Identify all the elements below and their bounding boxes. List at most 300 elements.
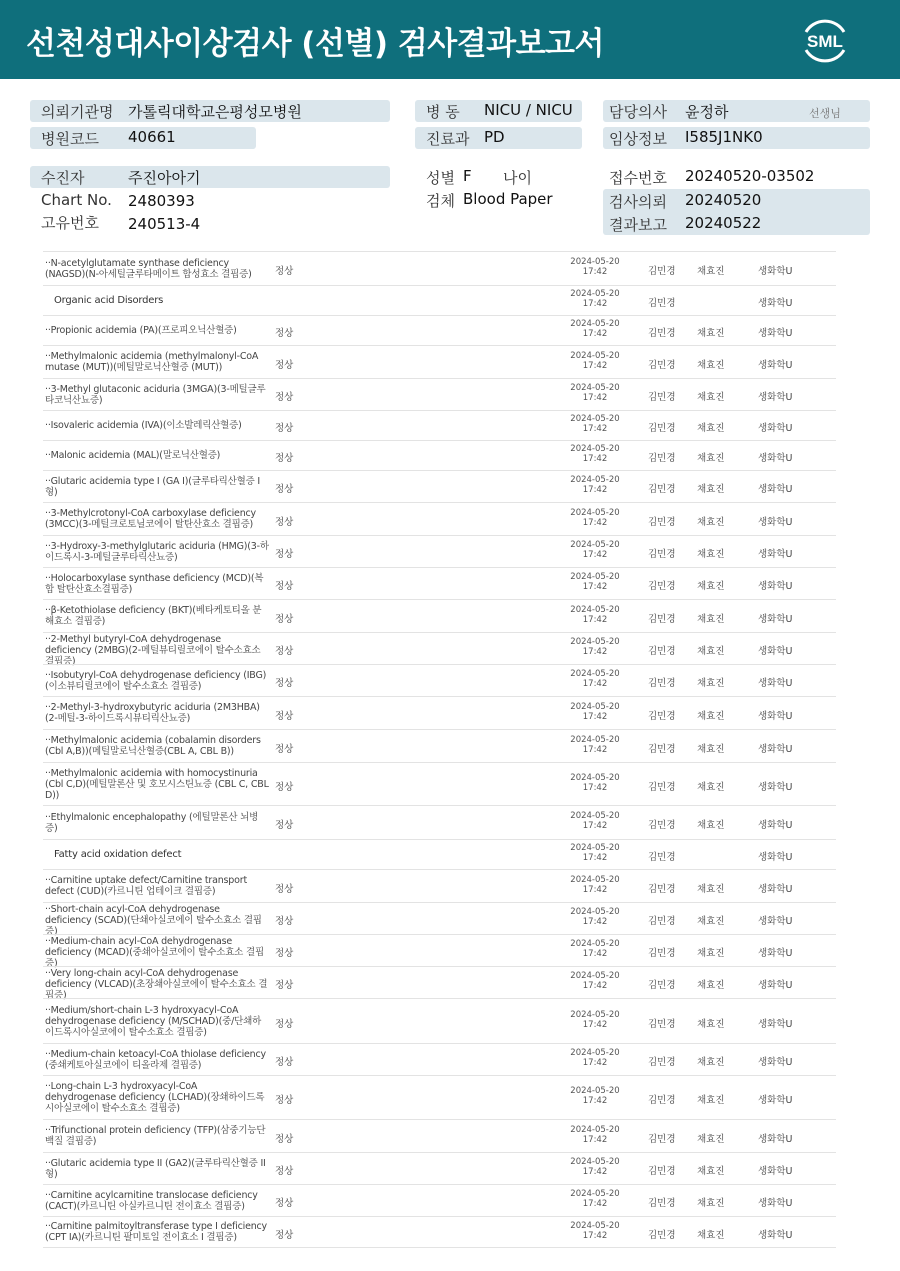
tester-cell: 김민경 <box>648 1057 676 1068</box>
test-name-cell: ··Holocarboxylase synthase deficiency (MCD)(복합 탈탄산효소결핍증) <box>45 572 264 595</box>
result-cell: 정상 <box>275 743 294 755</box>
table-row <box>43 535 836 567</box>
table-row <box>43 1152 836 1184</box>
department-cell: 생화학U <box>758 1095 793 1106</box>
datetime-cell <box>555 773 635 793</box>
clinical-label: 임상정보 <box>609 130 667 148</box>
reviewer-cell: 채효진 <box>697 516 725 528</box>
date-text: 2024-05-20 <box>570 1048 620 1058</box>
department-cell: 생화학U <box>758 423 793 434</box>
time-text: 17:42 <box>582 424 608 434</box>
tester-cell: 김민경 <box>648 646 676 657</box>
datetime-cell <box>555 605 635 625</box>
table-row <box>43 805 836 839</box>
tester-cell: 김민경 <box>648 328 676 339</box>
test-name-cell: ··Medium-chain acyl-CoA dehydrogenase deficiency (MCAD)(중쇄아실코에이 탈수소효소 결핍증) <box>45 936 264 969</box>
time-text: 17:42 <box>582 981 608 991</box>
tester-cell: 김민경 <box>648 883 676 895</box>
date-text: 2024-05-20 <box>570 1124 620 1135</box>
date-text: 2024-05-20 <box>570 444 620 454</box>
datetime-cell <box>555 572 635 592</box>
table-row <box>43 1043 836 1075</box>
table-row <box>43 251 836 285</box>
tester-cell: 김민경 <box>648 392 676 403</box>
tester-cell: 김민경 <box>648 1133 676 1145</box>
time-text: 17:42 <box>582 853 608 863</box>
table-row <box>43 378 836 410</box>
datetime-cell <box>555 383 635 403</box>
reviewer-cell: 채효진 <box>697 1095 725 1106</box>
date-text: 2024-05-20 <box>570 383 620 393</box>
result-cell: 정상 <box>275 359 294 371</box>
table-row <box>43 470 836 502</box>
result-cell: 정상 <box>275 328 294 339</box>
tester-cell: 김민경 <box>648 613 676 625</box>
test-name-cell: ··Trifunctional protein deficiency (TFP)(삼중기능단백질 결핍증) <box>45 1125 266 1147</box>
table-row <box>43 567 836 599</box>
test-name-cell: ··Propionic acidemia (PA)(프로피오닉산혈증) <box>45 325 237 336</box>
age-label: 나이 <box>503 169 532 187</box>
ward-value: NICU / NICU <box>484 101 573 119</box>
date-text: 2024-05-20 <box>570 874 620 885</box>
reviewer-cell: 채효진 <box>697 1166 725 1177</box>
table-row <box>43 998 836 1043</box>
reviewer-cell: 채효진 <box>697 328 725 339</box>
time-text: 17:42 <box>582 1231 608 1241</box>
datetime-cell <box>555 702 635 722</box>
test-name-cell: ··3-Methyl glutaconic aciduria (3MGA)(3-메틸글루타코닉산뇨증) <box>45 383 266 406</box>
tester-cell: 김민경 <box>648 1166 676 1177</box>
table-row <box>43 599 836 632</box>
tester-cell: 김민경 <box>648 453 676 464</box>
department-cell: 생화학U <box>758 484 793 495</box>
department-cell: 생화학U <box>758 516 793 528</box>
reviewer-cell: 채효진 <box>697 820 725 831</box>
reviewer-cell: 채효진 <box>697 1018 725 1030</box>
receipt-value: 20240520-03502 <box>685 167 815 185</box>
test-name-cell: ··Methylmalonic acidemia with homocystinuria (Cbl C,D)(메틸말론산 및 호모시스틴뇨증 (CBL C, CBL D)) <box>45 767 269 801</box>
datetime-cell <box>555 735 635 755</box>
date-text: 2024-05-20 <box>570 289 620 299</box>
date-text: 2024-05-20 <box>570 701 620 712</box>
datetime-cell <box>555 1048 635 1068</box>
table-row <box>43 1075 836 1119</box>
test-name-cell: ··3-Methylcrotonyl-CoA carboxylase deficiency (3MCC)(3-메틸크로토닐코에이 탈탄산효소 결핍증) <box>45 508 256 530</box>
result-cell: 정상 <box>275 484 294 495</box>
test-name-cell: ··2-Methyl butyryl-CoA dehydrogenase deficiency (2MBG)(2-메틸뷰티릴코에이 탈수소효소 결핍증) <box>45 634 261 667</box>
reviewer-cell: 채효진 <box>697 1057 725 1068</box>
datetime-cell <box>555 971 635 991</box>
date-text: 2024-05-20 <box>570 843 620 853</box>
sex-value: F <box>463 167 472 185</box>
result-cell: 정상 <box>275 916 294 927</box>
result-cell: 정상 <box>275 678 294 689</box>
time-text: 17:42 <box>582 582 608 592</box>
chart-label: Chart No. <box>41 191 112 209</box>
test-name-cell: ··Isovaleric acidemia (IVA)(이소발레릭산혈증) <box>45 420 242 431</box>
tester-cell: 김민경 <box>648 980 676 991</box>
reviewer-cell: 채효진 <box>697 392 725 403</box>
institution-value: 가톨릭대학교은평성모병원 <box>128 103 302 121</box>
test-name-cell: ··Isobutyryl-CoA dehydrogenase deficiency (IBG)(이소뷰티릴코에이 탈수소효소 결핍증) <box>45 669 267 692</box>
reviewer-cell: 채효진 <box>697 359 725 371</box>
table-row <box>43 502 836 535</box>
tester-cell: 김민경 <box>648 852 676 863</box>
specimen-label: 검체 <box>426 192 455 210</box>
date-text: 2024-05-20 <box>570 319 620 329</box>
datetime-cell <box>555 414 635 434</box>
reviewer-cell: 채효진 <box>697 453 725 464</box>
test-name-cell: ··Medium/short-chain L-3 hydroxyacyl-CoA dehydrogenase deficiency (M/SCHAD)(중/단쇄하이드록시아실코에이 탈수소효소 결핍증) <box>45 1004 262 1038</box>
reviewer-cell: 채효진 <box>697 266 725 277</box>
table-row <box>43 315 836 345</box>
table-row <box>43 440 836 470</box>
patient-value: 주진아아기 <box>128 169 201 187</box>
datetime-cell <box>555 843 635 863</box>
reviewer-cell: 채효진 <box>697 646 725 657</box>
datetime-cell <box>555 669 635 689</box>
department-cell: 생화학U <box>758 980 793 991</box>
clinical-value: I585J1NK0 <box>685 128 763 146</box>
time-text: 17:42 <box>582 360 608 371</box>
result-cell: 정상 <box>275 781 294 793</box>
result-cell: 정상 <box>275 710 294 722</box>
date-text: 2024-05-20 <box>570 414 620 424</box>
department-cell: 생화학U <box>758 1133 793 1145</box>
department-cell: 생화학U <box>758 743 793 755</box>
result-cell: 정상 <box>275 980 294 991</box>
test-name-cell: ··Carnitine acylcarnitine translocase deficiency (CACT)(카르니틴 아실카르니틴 전이효소 결핍증) <box>45 1189 258 1212</box>
datetime-cell <box>555 319 635 339</box>
date-text: 2024-05-20 <box>570 1221 620 1231</box>
datetime-cell <box>555 475 635 495</box>
ward-label: 병 동 <box>426 103 460 121</box>
department-cell: 생화학U <box>758 392 793 403</box>
tester-cell: 김민경 <box>648 948 676 959</box>
date-text: 2024-05-20 <box>570 1009 620 1020</box>
test-name-cell: ··Glutaric acidemia type II (GA2)(글루타릭산혈증 II형) <box>45 1157 266 1180</box>
tester-cell: 김민경 <box>648 743 676 755</box>
time-text: 17:42 <box>582 1019 608 1030</box>
result-cell: 정상 <box>275 581 294 592</box>
test-name-cell: ··Glutaric acidemia type I (GA I)(글루타릭산혈증 I형) <box>45 475 261 498</box>
unique-label: 고유번호 <box>41 214 99 232</box>
tester-cell: 김민경 <box>648 516 676 528</box>
time-text: 17:42 <box>582 917 608 927</box>
date-text: 2024-05-20 <box>570 604 620 615</box>
dept-label: 진료과 <box>426 130 470 148</box>
test-name-cell: Fatty acid oxidation defect <box>54 849 182 860</box>
department-cell: 생화학U <box>758 678 793 689</box>
doctor-suffix: 선생님 <box>809 107 841 120</box>
test-name-cell: ··Medium-chain ketoacyl-CoA thiolase deficiency (중쇄케토아실코에이 티올라제 결핍증) <box>45 1048 266 1071</box>
institution-label: 의뢰기관명 <box>41 103 114 121</box>
unique-value: 240513-4 <box>128 215 201 233</box>
table-row <box>43 934 836 969</box>
test-name-cell: ··3-Hydroxy-3-methylglutaric aciduria (HMG)(3-하이드록시-3-메틸글루타릭산뇨증) <box>45 540 269 563</box>
reviewer-cell: 채효진 <box>697 1198 725 1209</box>
department-cell: 생화학U <box>758 820 793 831</box>
table-row <box>43 729 836 762</box>
time-text: 17:42 <box>582 884 608 895</box>
test-name-cell: ··Long-chain L-3 hydroxyacyl-CoA dehydrogenase deficiency (LCHAD)(장쇄하이드록시아실코에이 탈수소효소 결핍증) <box>45 1081 265 1114</box>
reviewer-cell: 채효진 <box>697 980 725 991</box>
reviewer-cell: 채효진 <box>697 1133 725 1145</box>
time-text: 17:42 <box>582 1134 608 1145</box>
department-cell: 생화학U <box>758 883 793 895</box>
department-cell: 생화학U <box>758 1018 793 1030</box>
report-header-bar <box>0 0 900 79</box>
table-row <box>43 410 836 440</box>
department-cell: 생화학U <box>758 453 793 464</box>
time-text: 17:42 <box>582 711 608 722</box>
reviewer-cell: 채효진 <box>697 484 725 495</box>
date-text: 2024-05-20 <box>570 734 620 745</box>
result-cell: 정상 <box>275 613 294 625</box>
doctor-value: 윤정하 <box>685 103 729 121</box>
tester-cell: 김민경 <box>648 266 676 277</box>
report-title: 선천성대사이상검사 (선별) 검사결과보고서 <box>26 26 604 62</box>
test-name-cell: ··2-Methyl-3-hydroxybutyric aciduria (2M3HBA)(2-메틸-3-하이드록시뷰티릭산뇨증) <box>45 702 260 724</box>
test-name-cell: ··Short-chain acyl-CoA dehydrogenase deficiency (SCAD)(단쇄아실코에이 탈수소효소 결핍증) <box>45 904 262 937</box>
department-cell: 생화학U <box>758 328 793 339</box>
tester-cell: 김민경 <box>648 549 676 560</box>
datetime-cell <box>555 811 635 831</box>
reviewer-cell: 채효진 <box>697 916 725 927</box>
sml-logo-icon <box>796 12 854 68</box>
date-text: 2024-05-20 <box>570 257 620 267</box>
department-cell: 생화학U <box>758 646 793 657</box>
date-text: 2024-05-20 <box>570 1189 620 1199</box>
date-text: 2024-05-20 <box>570 540 620 550</box>
result-cell: 정상 <box>275 1166 294 1177</box>
patient-label: 수진자 <box>41 169 85 187</box>
reviewer-cell: 채효진 <box>697 883 725 895</box>
table-row <box>43 762 836 805</box>
reviewer-cell: 채효진 <box>697 743 725 755</box>
department-cell: 생화학U <box>758 581 793 592</box>
receipt-label: 접수번호 <box>609 169 667 187</box>
result-cell: 정상 <box>275 1133 294 1145</box>
reviewer-cell: 채효진 <box>697 678 725 689</box>
datetime-cell <box>555 939 635 959</box>
tester-cell: 김민경 <box>648 781 676 793</box>
table-row <box>43 664 836 696</box>
table-row <box>43 869 836 902</box>
result-cell: 정상 <box>275 820 294 831</box>
time-text: 17:42 <box>582 614 608 625</box>
test-name-cell: ··Carnitine uptake defect/Carnitine transport defect (CUD)(카르니틴 업테이크 결핍증) <box>45 875 247 897</box>
date-text: 2024-05-20 <box>570 939 620 949</box>
test-name-cell: ··N-acetylglutamate synthase deficiency (NAGSD)(N-아세틸글루타메이트 합성효소 결핍증) <box>45 257 252 280</box>
time-text: 17:42 <box>582 550 608 560</box>
date-text: 2024-05-20 <box>570 637 620 647</box>
reviewer-cell: 채효진 <box>697 1230 725 1241</box>
sex-label: 성별 <box>426 169 455 187</box>
datetime-cell <box>555 1086 635 1106</box>
dept-value: PD <box>484 128 505 146</box>
time-text: 17:42 <box>582 744 608 755</box>
datetime-cell <box>555 508 635 528</box>
department-cell: 생화학U <box>758 549 793 560</box>
result-cell: 정상 <box>275 266 294 277</box>
tester-cell: 김민경 <box>648 710 676 722</box>
time-text: 17:42 <box>582 299 608 309</box>
table-row <box>43 696 836 729</box>
date-text: 2024-05-20 <box>570 350 620 361</box>
result-cell: 정상 <box>275 516 294 528</box>
time-text: 17:42 <box>582 647 608 657</box>
test-name-cell: ··Methylmalonic acidemia (methylmalonyl-CoA mutase (MUT))(메틸말로닉산혈증 (MUT)) <box>45 351 259 373</box>
date-text: 2024-05-20 <box>570 772 620 783</box>
department-cell: 생화학U <box>758 1230 793 1241</box>
result-cell: 정상 <box>275 1095 294 1106</box>
datetime-cell <box>555 540 635 560</box>
result-cell: 정상 <box>275 1057 294 1068</box>
results-table <box>43 251 836 1248</box>
department-cell: 생화학U <box>758 852 793 863</box>
datetime-cell <box>555 444 635 464</box>
date-text: 2024-05-20 <box>570 907 620 917</box>
department-cell: 생화학U <box>758 948 793 959</box>
report-value: 20240522 <box>685 214 762 232</box>
table-row <box>43 345 836 378</box>
time-text: 17:42 <box>582 949 608 959</box>
test-name-cell: ··Carnitine palmitoyltransferase type I deficiency (CPT IA)(카르니틴 팔미토일 전이효소 I 결핍증) <box>45 1221 267 1243</box>
result-cell: 정상 <box>275 948 294 959</box>
result-cell: 정상 <box>275 453 294 464</box>
result-cell: 정상 <box>275 646 294 657</box>
department-cell: 생화학U <box>758 359 793 371</box>
test-name-cell: ··Malonic acidemia (MAL)(말로닉산혈증) <box>45 450 221 461</box>
table-row <box>43 285 836 315</box>
table-row <box>43 1216 836 1248</box>
datetime-cell <box>555 907 635 927</box>
department-cell: 생화학U <box>758 298 793 309</box>
time-text: 17:42 <box>582 454 608 464</box>
department-cell: 생화학U <box>758 781 793 793</box>
datetime-cell <box>555 351 635 371</box>
time-text: 17:42 <box>582 679 608 689</box>
table-row <box>43 1184 836 1216</box>
datetime-cell <box>555 1010 635 1030</box>
result-cell: 정상 <box>275 883 294 895</box>
tester-cell: 김민경 <box>648 1198 676 1209</box>
time-text: 17:42 <box>582 393 608 403</box>
time-text: 17:42 <box>582 1199 608 1209</box>
table-row <box>43 632 836 667</box>
reviewer-cell: 채효진 <box>697 581 725 592</box>
date-text: 2024-05-20 <box>570 475 620 485</box>
time-text: 17:42 <box>582 329 608 339</box>
tester-cell: 김민경 <box>648 678 676 689</box>
request-label: 검사의뢰 <box>609 193 667 211</box>
date-text: 2024-05-20 <box>570 811 620 821</box>
doctor-label: 담당의사 <box>609 103 667 121</box>
date-text: 2024-05-20 <box>570 1086 620 1096</box>
result-cell: 정상 <box>275 423 294 434</box>
datetime-cell <box>555 1125 635 1145</box>
time-text: 17:42 <box>582 1096 608 1106</box>
datetime-cell <box>555 875 635 895</box>
date-text: 2024-05-20 <box>570 971 620 981</box>
datetime-cell <box>555 637 635 657</box>
datetime-cell <box>555 257 635 277</box>
code-label: 병원코드 <box>41 130 99 148</box>
time-text: 17:42 <box>582 485 608 495</box>
tester-cell: 김민경 <box>648 1230 676 1241</box>
reviewer-cell: 채효진 <box>697 423 725 434</box>
department-cell: 생화학U <box>758 266 793 277</box>
report-label: 결과보고 <box>609 216 667 234</box>
code-value: 40661 <box>128 128 176 146</box>
result-cell: 정상 <box>275 1018 294 1030</box>
tester-cell: 김민경 <box>648 298 676 309</box>
specimen-value: Blood Paper <box>463 190 553 208</box>
result-cell: 정상 <box>275 549 294 560</box>
date-text: 2024-05-20 <box>570 669 620 679</box>
tester-cell: 김민경 <box>648 423 676 434</box>
test-name-cell: ··β-Ketothiolase deficiency (BKT)(베타케토티올 분해효소 결핍증) <box>45 605 262 627</box>
tester-cell: 김민경 <box>648 916 676 927</box>
result-cell: 정상 <box>275 1198 294 1209</box>
department-cell: 생화학U <box>758 1166 793 1177</box>
table-row <box>43 1119 836 1152</box>
datetime-cell <box>555 1189 635 1209</box>
table-row <box>43 839 836 869</box>
time-text: 17:42 <box>582 1058 608 1068</box>
tester-cell: 김민경 <box>648 1018 676 1030</box>
tester-cell: 김민경 <box>648 581 676 592</box>
table-row <box>43 966 836 1001</box>
test-name-cell: ··Ethylmalonic encephalopathy (에틸말론산 뇌병증) <box>45 811 259 834</box>
test-name-cell: ··Very long-chain acyl-CoA dehydrogenase deficiency (VLCAD)(초장쇄아실코에이 탈수소효소 결핍증) <box>45 968 268 1001</box>
test-name-cell: ··Methylmalonic acidemia (cobalamin disorders (Cbl A,B))(메틸말로닉산혈증(CBL A, CBL B)) <box>45 735 261 757</box>
reviewer-cell: 채효진 <box>697 948 725 959</box>
department-cell: 생화학U <box>758 613 793 625</box>
tester-cell: 김민경 <box>648 1095 676 1106</box>
tester-cell: 김민경 <box>648 820 676 831</box>
result-cell: 정상 <box>275 392 294 403</box>
department-cell: 생화학U <box>758 1057 793 1068</box>
request-value: 20240520 <box>685 191 762 209</box>
date-text: 2024-05-20 <box>570 572 620 582</box>
tester-cell: 김민경 <box>648 359 676 371</box>
datetime-cell <box>555 289 635 309</box>
test-name-cell: Organic acid Disorders <box>54 295 164 306</box>
department-cell: 생화학U <box>758 916 793 927</box>
date-text: 2024-05-20 <box>570 507 620 518</box>
time-text: 17:42 <box>582 782 608 793</box>
reviewer-cell: 채효진 <box>697 549 725 560</box>
time-text: 17:42 <box>582 517 608 528</box>
time-text: 17:42 <box>582 821 608 831</box>
tester-cell: 김민경 <box>648 484 676 495</box>
reviewer-cell: 채효진 <box>697 710 725 722</box>
reviewer-cell: 채효진 <box>697 613 725 625</box>
department-cell: 생화학U <box>758 710 793 722</box>
time-text: 17:42 <box>582 267 608 277</box>
reviewer-cell: 채효진 <box>697 781 725 793</box>
chart-value: 2480393 <box>128 192 195 210</box>
logo-text: SML <box>807 32 843 51</box>
datetime-cell <box>555 1221 635 1241</box>
result-cell: 정상 <box>275 1230 294 1241</box>
department-cell: 생화학U <box>758 1198 793 1209</box>
time-text: 17:42 <box>582 1167 608 1177</box>
datetime-cell <box>555 1157 635 1177</box>
table-row <box>43 902 836 937</box>
